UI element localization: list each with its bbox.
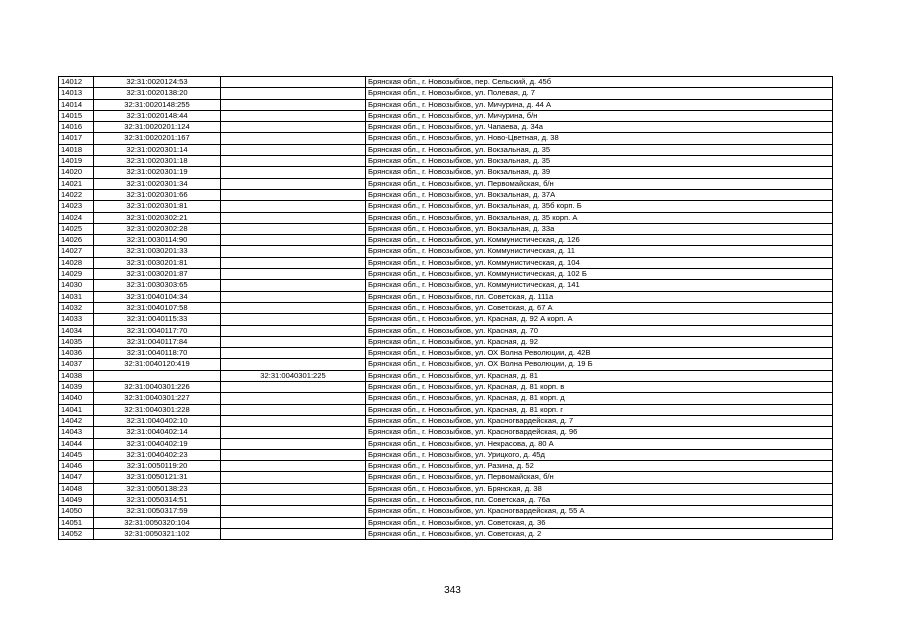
table-row bbox=[59, 415, 833, 426]
table-row bbox=[59, 404, 833, 415]
cadastral-number-alt-cell bbox=[221, 336, 366, 347]
address-cell: Брянская обл., г. Новозыбков, ул. Вокзальная, д. 33а bbox=[366, 223, 833, 234]
cadastral-number-cell: 32:31:0050317:59 bbox=[94, 506, 221, 517]
address-cell: Брянская обл., г. Новозыбков, ул. Красная, д. 81 корп. в bbox=[366, 382, 833, 393]
cadastral-number-alt-cell bbox=[221, 517, 366, 528]
table-row bbox=[59, 472, 833, 483]
cadastral-number-alt-cell bbox=[221, 122, 366, 133]
table-row bbox=[59, 178, 833, 189]
row-number-cell: 14046 bbox=[59, 461, 94, 472]
cadastral-number-cell: 32:31:0040107:58 bbox=[94, 302, 221, 313]
cadastral-number-alt-cell bbox=[221, 99, 366, 110]
table-row bbox=[59, 393, 833, 404]
row-number-cell: 14047 bbox=[59, 472, 94, 483]
address-cell: Брянская обл., г. Новозыбков, ул. Вокзальная, д. 35 bbox=[366, 144, 833, 155]
cadastral-number-alt-cell bbox=[221, 359, 366, 370]
row-number-cell: 14028 bbox=[59, 257, 94, 268]
cadastral-number-alt-cell bbox=[221, 156, 366, 167]
cadastral-number-cell: 32:31:0020301:14 bbox=[94, 144, 221, 155]
cadastral-number-alt-cell bbox=[221, 461, 366, 472]
cadastral-number-cell: 32:31:0020302:21 bbox=[94, 212, 221, 223]
address-cell: Брянская обл., г. Новозыбков, ул. Красногвардейская, д. 7 bbox=[366, 415, 833, 426]
address-cell: Брянская обл., г. Новозыбков, ул. ОХ Волна Революции, д. 19 Б bbox=[366, 359, 833, 370]
address-cell: Брянская обл., г. Новозыбков, ул. Мичурина, б/н bbox=[366, 110, 833, 121]
row-number-cell: 14020 bbox=[59, 167, 94, 178]
table-row bbox=[59, 201, 833, 212]
table-row bbox=[59, 122, 833, 133]
row-number-cell: 14041 bbox=[59, 404, 94, 415]
cadastral-number-cell: 32:31:0040301:226 bbox=[94, 382, 221, 393]
cadastral-number-cell: 32:31:0020124:53 bbox=[94, 77, 221, 88]
table-row bbox=[59, 212, 833, 223]
cadastral-number-cell: 32:31:0040117:70 bbox=[94, 325, 221, 336]
cadastral-number-alt-cell bbox=[221, 201, 366, 212]
cadastral-number-alt-cell bbox=[221, 506, 366, 517]
page-number: 343 bbox=[444, 585, 461, 596]
table-row bbox=[59, 494, 833, 505]
address-cell: Брянская обл., г. Новозыбков, ул. Красная, д. 81 корп. г bbox=[366, 404, 833, 415]
cadastral-number-cell: 32:31:0030201:81 bbox=[94, 257, 221, 268]
cadastral-number-cell: 32:31:0020301:19 bbox=[94, 167, 221, 178]
row-number-cell: 14019 bbox=[59, 156, 94, 167]
row-number-cell: 14025 bbox=[59, 223, 94, 234]
address-cell: Брянская обл., г. Новозыбков, ул. Красная, д. 81 корп. д bbox=[366, 393, 833, 404]
table-row bbox=[59, 246, 833, 257]
address-cell: Брянская обл., г. Новозыбков, ул. Красногвардейская, д. 96 bbox=[366, 427, 833, 438]
address-cell: Брянская обл., г. Новозыбков, ул. Полевая, д. 7 bbox=[366, 88, 833, 99]
cadastral-number-cell bbox=[94, 370, 221, 381]
row-number-cell: 14015 bbox=[59, 110, 94, 121]
table-row bbox=[59, 257, 833, 268]
cadastral-number-alt-cell bbox=[221, 212, 366, 223]
row-number-cell: 14021 bbox=[59, 178, 94, 189]
table-row bbox=[59, 291, 833, 302]
table-row bbox=[59, 144, 833, 155]
cadastral-number-alt-cell: 32:31:0040301:225 bbox=[221, 370, 366, 381]
cadastral-number-alt-cell bbox=[221, 269, 366, 280]
cadastral-number-alt-cell bbox=[221, 302, 366, 313]
table-row bbox=[59, 449, 833, 460]
address-cell: Брянская обл., г. Новозыбков, ул. Некрасова, д. 80 А bbox=[366, 438, 833, 449]
address-cell: Брянская обл., г. Новозыбков, ул. Вокзальная, д. 35б корп. Б bbox=[366, 201, 833, 212]
table-row bbox=[59, 280, 833, 291]
row-number-cell: 14034 bbox=[59, 325, 94, 336]
cadastral-number-cell: 32:31:0040402:10 bbox=[94, 415, 221, 426]
table-row bbox=[59, 156, 833, 167]
row-number-cell: 14049 bbox=[59, 494, 94, 505]
address-cell: Брянская обл., г. Новозыбков, ул. Коммунистическая, д. 11 bbox=[366, 246, 833, 257]
cadastral-number-alt-cell bbox=[221, 223, 366, 234]
table-row bbox=[59, 167, 833, 178]
address-cell: Брянская обл., г. Новозыбков, пл. Советская, д. 76а bbox=[366, 494, 833, 505]
row-number-cell: 14040 bbox=[59, 393, 94, 404]
address-cell: Брянская обл., г. Новозыбков, ул. Первомайская, б/н bbox=[366, 472, 833, 483]
cadastral-number-cell: 32:31:0020148:255 bbox=[94, 99, 221, 110]
row-number-cell: 14023 bbox=[59, 201, 94, 212]
cadastral-number-cell: 32:31:0020301:81 bbox=[94, 201, 221, 212]
cadastral-number-alt-cell bbox=[221, 393, 366, 404]
property-table bbox=[58, 76, 833, 540]
table-row bbox=[59, 223, 833, 234]
row-number-cell: 14029 bbox=[59, 269, 94, 280]
cadastral-number-alt-cell bbox=[221, 291, 366, 302]
row-number-cell: 14016 bbox=[59, 122, 94, 133]
table-row bbox=[59, 483, 833, 494]
row-number-cell: 14050 bbox=[59, 506, 94, 517]
cadastral-number-cell: 32:31:0050321:102 bbox=[94, 528, 221, 539]
cadastral-number-alt-cell bbox=[221, 438, 366, 449]
cadastral-number-cell: 32:31:0040118:70 bbox=[94, 348, 221, 359]
table-row bbox=[59, 348, 833, 359]
cadastral-number-alt-cell bbox=[221, 325, 366, 336]
cadastral-number-cell: 32:31:0030303:65 bbox=[94, 280, 221, 291]
cadastral-number-alt-cell bbox=[221, 167, 366, 178]
table-row bbox=[59, 302, 833, 313]
row-number-cell: 14037 bbox=[59, 359, 94, 370]
address-cell: Брянская обл., г. Новозыбков, пл. Советская, д. 111а bbox=[366, 291, 833, 302]
cadastral-number-cell: 32:31:0020201:167 bbox=[94, 133, 221, 144]
row-number-cell: 14030 bbox=[59, 280, 94, 291]
cadastral-number-alt-cell bbox=[221, 178, 366, 189]
address-cell: Брянская обл., г. Новозыбков, ул. Коммунистическая, д. 126 bbox=[366, 235, 833, 246]
table-row bbox=[59, 269, 833, 280]
row-number-cell: 14018 bbox=[59, 144, 94, 155]
cadastral-number-alt-cell bbox=[221, 189, 366, 200]
cadastral-number-cell: 32:31:0020201:124 bbox=[94, 122, 221, 133]
table-row bbox=[59, 528, 833, 539]
cadastral-number-alt-cell bbox=[221, 528, 366, 539]
cadastral-number-alt-cell bbox=[221, 88, 366, 99]
cadastral-number-alt-cell bbox=[221, 483, 366, 494]
table-row bbox=[59, 133, 833, 144]
address-cell: Брянская обл., г. Новозыбков, ул. Красная, д. 70 bbox=[366, 325, 833, 336]
row-number-cell: 14036 bbox=[59, 348, 94, 359]
table-row bbox=[59, 77, 833, 88]
address-cell: Брянская обл., г. Новозыбков, ул. Мичурина, д. 44 А bbox=[366, 99, 833, 110]
cadastral-number-cell: 32:31:0040301:227 bbox=[94, 393, 221, 404]
table-row bbox=[59, 506, 833, 517]
row-number-cell: 14013 bbox=[59, 88, 94, 99]
cadastral-number-alt-cell bbox=[221, 133, 366, 144]
cadastral-number-cell: 32:31:0050121:31 bbox=[94, 472, 221, 483]
address-cell: Брянская обл., г. Новозыбков, ул. Красная, д. 92 А корп. А bbox=[366, 314, 833, 325]
cadastral-number-cell: 32:31:0030201:87 bbox=[94, 269, 221, 280]
row-number-cell: 14017 bbox=[59, 133, 94, 144]
table-row bbox=[59, 336, 833, 347]
cadastral-number-cell: 32:31:0040402:23 bbox=[94, 449, 221, 460]
row-number-cell: 14051 bbox=[59, 517, 94, 528]
row-number-cell: 14026 bbox=[59, 235, 94, 246]
address-cell: Брянская обл., г. Новозыбков, ул. Первомайская, б/н bbox=[366, 178, 833, 189]
cadastral-number-cell: 32:31:0020301:18 bbox=[94, 156, 221, 167]
cadastral-number-alt-cell bbox=[221, 427, 366, 438]
table-row bbox=[59, 110, 833, 121]
table-row bbox=[59, 438, 833, 449]
cadastral-number-alt-cell bbox=[221, 382, 366, 393]
address-cell: Брянская обл., г. Новозыбков, ул. Вокзальная, д. 37А bbox=[366, 189, 833, 200]
row-number-cell: 14045 bbox=[59, 449, 94, 460]
row-number-cell: 14043 bbox=[59, 427, 94, 438]
cadastral-number-cell: 32:31:0020138:20 bbox=[94, 88, 221, 99]
address-cell: Брянская обл., г. Новозыбков, ул. Советская, д. 36 bbox=[366, 517, 833, 528]
table-row bbox=[59, 359, 833, 370]
cadastral-number-cell: 32:31:0020148:44 bbox=[94, 110, 221, 121]
row-number-cell: 14039 bbox=[59, 382, 94, 393]
cadastral-number-alt-cell bbox=[221, 449, 366, 460]
address-cell: Брянская обл., г. Новозыбков, ул. Красная, д. 92 bbox=[366, 336, 833, 347]
cadastral-number-alt-cell bbox=[221, 348, 366, 359]
cadastral-number-cell: 32:31:0030201:33 bbox=[94, 246, 221, 257]
cadastral-number-cell: 32:31:0030114:90 bbox=[94, 235, 221, 246]
row-number-cell: 14052 bbox=[59, 528, 94, 539]
table-row bbox=[59, 314, 833, 325]
cadastral-number-cell: 32:31:0040402:19 bbox=[94, 438, 221, 449]
address-cell: Брянская обл., г. Новозыбков, ул. Вокзальная, д. 39 bbox=[366, 167, 833, 178]
address-cell: Брянская обл., г. Новозыбков, ул. Советская, д. 2 bbox=[366, 528, 833, 539]
cadastral-number-alt-cell bbox=[221, 472, 366, 483]
table-row bbox=[59, 382, 833, 393]
cadastral-number-alt-cell bbox=[221, 257, 366, 268]
cadastral-number-cell: 32:31:0050119:20 bbox=[94, 461, 221, 472]
address-cell: Брянская обл., г. Новозыбков, ул. Брянская, д. 38 bbox=[366, 483, 833, 494]
address-cell: Брянская обл., г. Новозыбков, ул. Вокзальная, д. 35 корп. А bbox=[366, 212, 833, 223]
address-cell: Брянская обл., г. Новозыбков, пер. Сельский, д. 45б bbox=[366, 77, 833, 88]
cadastral-number-cell: 32:31:0040104:34 bbox=[94, 291, 221, 302]
cadastral-number-cell: 32:31:0020302:28 bbox=[94, 223, 221, 234]
address-cell: Брянская обл., г. Новозыбков, ул. Красногвардейская, д. 55 А bbox=[366, 506, 833, 517]
table-row bbox=[59, 517, 833, 528]
property-table-body bbox=[59, 77, 833, 540]
table-row bbox=[59, 461, 833, 472]
row-number-cell: 14033 bbox=[59, 314, 94, 325]
table-row bbox=[59, 427, 833, 438]
address-cell: Брянская обл., г. Новозыбков, ул. Вокзальная, д. 35 bbox=[366, 156, 833, 167]
address-cell: Брянская обл., г. Новозыбков, ул. Красная, д. 81 bbox=[366, 370, 833, 381]
address-cell: Брянская обл., г. Новозыбков, ул. Разина, д. 52 bbox=[366, 461, 833, 472]
table-row bbox=[59, 99, 833, 110]
cadastral-number-cell: 32:31:0040117:84 bbox=[94, 336, 221, 347]
cadastral-number-alt-cell bbox=[221, 415, 366, 426]
row-number-cell: 14044 bbox=[59, 438, 94, 449]
row-number-cell: 14027 bbox=[59, 246, 94, 257]
cadastral-number-alt-cell bbox=[221, 404, 366, 415]
row-number-cell: 14048 bbox=[59, 483, 94, 494]
cadastral-number-alt-cell bbox=[221, 280, 366, 291]
row-number-cell: 14031 bbox=[59, 291, 94, 302]
row-number-cell: 14032 bbox=[59, 302, 94, 313]
table-row bbox=[59, 189, 833, 200]
cadastral-number-cell: 32:31:0050138:23 bbox=[94, 483, 221, 494]
table-row bbox=[59, 88, 833, 99]
cadastral-number-cell: 32:31:0020301:34 bbox=[94, 178, 221, 189]
address-cell: Брянская обл., г. Новозыбков, ул. Советская, д. 67 А bbox=[366, 302, 833, 313]
row-number-cell: 14014 bbox=[59, 99, 94, 110]
address-cell: Брянская обл., г. Новозыбков, ул. Коммунистическая, д. 104 bbox=[366, 257, 833, 268]
address-cell: Брянская обл., г. Новозыбков, ул. Чапаева, д. 34а bbox=[366, 122, 833, 133]
row-number-cell: 14038 bbox=[59, 370, 94, 381]
table-row bbox=[59, 235, 833, 246]
address-cell: Брянская обл., г. Новозыбков, ул. Коммунистическая, д. 141 bbox=[366, 280, 833, 291]
cadastral-number-alt-cell bbox=[221, 77, 366, 88]
cadastral-number-alt-cell bbox=[221, 494, 366, 505]
cadastral-number-alt-cell bbox=[221, 314, 366, 325]
table-row bbox=[59, 370, 833, 381]
cadastral-number-alt-cell bbox=[221, 144, 366, 155]
row-number-cell: 14042 bbox=[59, 415, 94, 426]
cadastral-number-cell: 32:31:0040301:228 bbox=[94, 404, 221, 415]
cadastral-number-cell: 32:31:0020301:66 bbox=[94, 189, 221, 200]
address-cell: Брянская обл., г. Новозыбков, ул. Коммунистическая, д. 102 Б bbox=[366, 269, 833, 280]
cadastral-number-cell: 32:31:0050314:51 bbox=[94, 494, 221, 505]
address-cell: Брянская обл., г. Новозыбков, ул. ОХ Волна Революции, д. 42В bbox=[366, 348, 833, 359]
row-number-cell: 14024 bbox=[59, 212, 94, 223]
row-number-cell: 14012 bbox=[59, 77, 94, 88]
cadastral-number-cell: 32:31:0050320:104 bbox=[94, 517, 221, 528]
row-number-cell: 14022 bbox=[59, 189, 94, 200]
row-number-cell: 14035 bbox=[59, 336, 94, 347]
cadastral-number-cell: 32:31:0040115:33 bbox=[94, 314, 221, 325]
table-row bbox=[59, 325, 833, 336]
cadastral-number-cell: 32:31:0040402:14 bbox=[94, 427, 221, 438]
cadastral-number-cell: 32:31:0040120:419 bbox=[94, 359, 221, 370]
cadastral-number-alt-cell bbox=[221, 110, 366, 121]
cadastral-number-alt-cell bbox=[221, 235, 366, 246]
address-cell: Брянская обл., г. Новозыбков, ул. Урицкого, д. 45д bbox=[366, 449, 833, 460]
cadastral-number-alt-cell bbox=[221, 246, 366, 257]
address-cell: Брянская обл., г. Новозыбков, ул. Ново-Цветная, д. 38 bbox=[366, 133, 833, 144]
